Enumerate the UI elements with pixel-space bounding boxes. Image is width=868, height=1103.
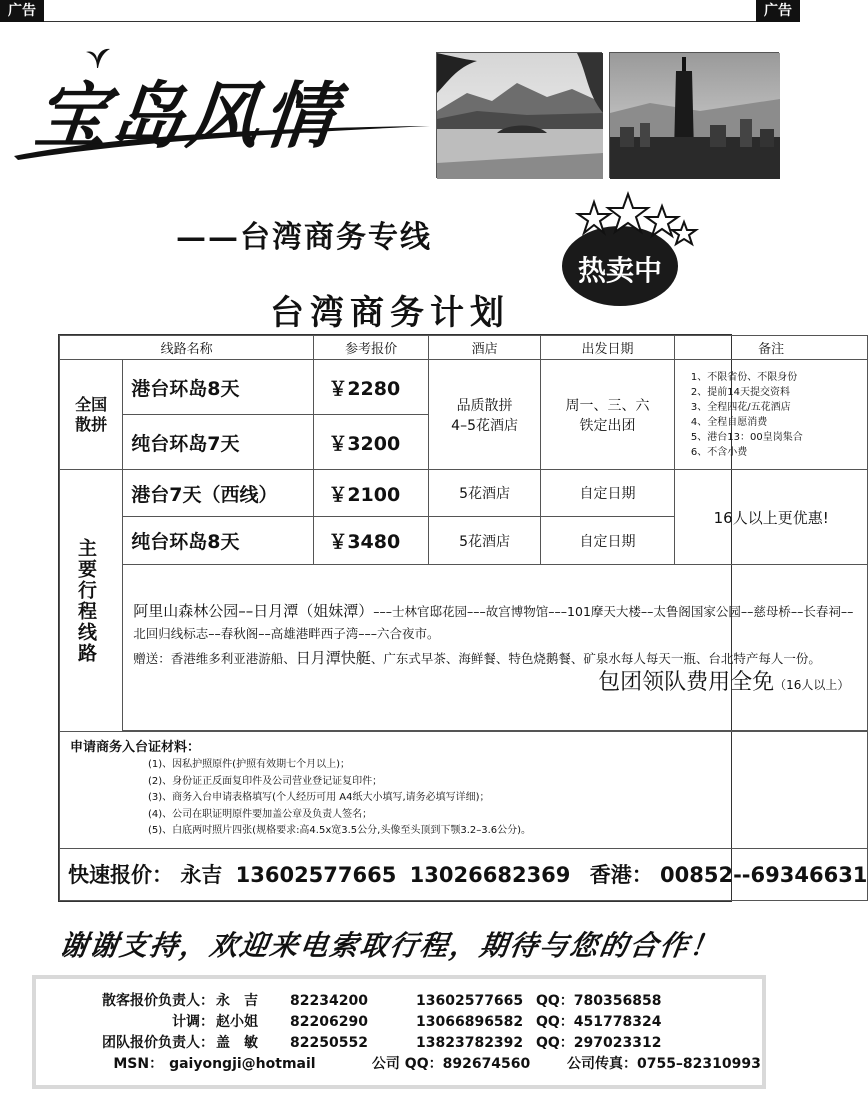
company-fax: 公司传真：0755–82310993 bbox=[566, 1056, 761, 1072]
materials-list bbox=[70, 757, 857, 840]
gift-text: 赠送：香港维多利亚港游船、日月潭快艇、广东式早茶、海鲜餐、特色烧鹅餐、矿泉水每人每天一瓶、台北特产每人一份。 bbox=[133, 648, 821, 667]
table-header-row bbox=[60, 336, 868, 360]
materials-row bbox=[60, 732, 868, 849]
main-routes-label: 主要行程线路 bbox=[60, 470, 123, 732]
note-item: 6、不含小费 bbox=[690, 446, 748, 458]
national-hotel: 品质散拼 4–5花酒店 bbox=[428, 360, 540, 470]
company-qq: 公司 QQ：892674560 bbox=[371, 1056, 531, 1072]
leader-note: （16人以上） bbox=[774, 677, 850, 692]
contact-tel: 82234200 bbox=[290, 993, 368, 1009]
contact-label: 计调： bbox=[172, 1014, 214, 1030]
contact-row bbox=[48, 1012, 762, 1033]
contact-name: 盖 敏 bbox=[216, 1035, 258, 1051]
note-item: 2、提前14天提交资料 bbox=[690, 386, 791, 398]
quick-quote-phone1: 13602577665 bbox=[235, 863, 397, 887]
itinerary-row bbox=[60, 565, 868, 731]
route-name: 港台7天（西线） bbox=[123, 470, 314, 517]
route-price: ￥2100 bbox=[314, 470, 429, 517]
contact-name: 赵小姐 bbox=[216, 1014, 258, 1030]
contact-box bbox=[32, 975, 766, 1089]
thanks-slogan: 谢谢支持，欢迎来电索取行程，期待与您的合作！ bbox=[57, 929, 723, 962]
list-item: (3)、商务入台申请表格填写(个人经历可用 A4纸大小填写,请务必填写详细)； bbox=[148, 792, 490, 803]
star-icon bbox=[672, 222, 696, 244]
route-name: 纯台环岛7天 bbox=[123, 415, 314, 470]
table-row bbox=[60, 470, 868, 517]
list-item: (1)、因私护照原件(护照有效期七个月以上)； bbox=[148, 759, 350, 770]
ad-label-right: 广告 bbox=[756, 0, 800, 22]
contact-label: 散客报价负责人： bbox=[102, 993, 214, 1009]
route-price: ￥2280 bbox=[314, 360, 429, 415]
contact-qq: QQ：451778324 bbox=[536, 1014, 662, 1030]
route-hotel: 5花酒店 bbox=[428, 470, 540, 517]
contact-label: 团队报价负责人： bbox=[102, 1035, 214, 1051]
note-item: 5、港台13：00皇岗集合 bbox=[690, 431, 803, 443]
header-price: 参考报价 bbox=[314, 336, 429, 360]
leader-free-line bbox=[133, 669, 857, 696]
lake-photo bbox=[436, 52, 602, 178]
note-item: 3、全程四花/五花酒店 bbox=[690, 401, 791, 413]
route-price: ￥3480 bbox=[314, 517, 429, 565]
quick-quote-phone2: 13026682369 bbox=[409, 863, 571, 887]
contact-row bbox=[48, 991, 762, 1012]
materials-cell bbox=[60, 732, 868, 849]
header-notes: 备注 bbox=[674, 336, 868, 360]
contact-mobile: 13823782392 bbox=[416, 1035, 524, 1051]
brand-swoosh-icon bbox=[12, 120, 432, 160]
header-hotel: 酒店 bbox=[428, 336, 540, 360]
brand-subtitle: ——台湾商务专线 bbox=[176, 220, 432, 255]
route-name: 纯台环岛8天 bbox=[123, 517, 314, 565]
business-plan-table bbox=[58, 334, 868, 902]
contact-tel: 82250552 bbox=[290, 1035, 368, 1051]
contact-row bbox=[48, 1033, 762, 1054]
route-depart: 自定日期 bbox=[541, 517, 675, 565]
itinerary-cell bbox=[123, 565, 868, 731]
quick-quote-label: 快速报价： bbox=[68, 863, 173, 887]
itinerary-text: –––士林官邸花园–––故宫博物馆–––101摩天大楼––太鲁阁国家公园––慈母桥––长春祠––北回归线标志––春秋阁––高雄港畔西子湾–––六合夜市。 bbox=[133, 603, 854, 641]
note-item: 4、全程自愿消费 bbox=[690, 416, 768, 428]
list-item: (4)、公司在职证明原件要加盖公章及负责人签名； bbox=[148, 808, 373, 820]
national-depart: 周一、三、六 铁定出团 bbox=[541, 360, 675, 470]
national-notes bbox=[674, 360, 868, 470]
ad-label-left: 广告 bbox=[0, 0, 44, 22]
itinerary-highlight: 阿里山森林公园––日月潭（姐妹潭） bbox=[133, 601, 374, 620]
plan-title: 台湾商务计划 bbox=[270, 293, 510, 333]
contact-mobile: 13602577665 bbox=[416, 993, 524, 1009]
contact-tel: 82206290 bbox=[290, 1014, 368, 1030]
leader-free: 包团领队费用全免 bbox=[598, 669, 775, 695]
materials-title: 申请商务入台证材料： bbox=[70, 740, 201, 755]
brand-title: 宝岛风情 bbox=[30, 73, 344, 158]
quick-quote-row bbox=[60, 848, 868, 900]
discount-note: 16人以上更优惠! bbox=[674, 470, 868, 565]
contact-qq: QQ：780356858 bbox=[536, 993, 662, 1009]
list-item: (5)、白底两吋照片四张(规格要求:高4.5x宽3.5公分,头像至头顶到下颚3.2–3.6公分)。 bbox=[148, 825, 532, 836]
header-depart: 出发日期 bbox=[541, 336, 675, 360]
national-group-label: 全国 散拼 bbox=[60, 360, 123, 470]
contact-mobile: 13066896582 bbox=[416, 1014, 524, 1030]
route-price: ￥3200 bbox=[314, 415, 429, 470]
contact-name: 永 吉 bbox=[216, 993, 258, 1009]
hot-sale-badge bbox=[558, 192, 698, 312]
msn-value: gaiyongji@hotmail bbox=[169, 1056, 316, 1072]
quick-quote-hk-phone: 00852--69346631 bbox=[660, 863, 868, 887]
table-row bbox=[60, 360, 868, 415]
top-border bbox=[44, 21, 756, 22]
msn-label: MSN： bbox=[113, 1056, 164, 1072]
msn-row bbox=[48, 1054, 762, 1075]
list-item: (2)、身份证正反面复印件及公司营业登记证复印件； bbox=[148, 775, 383, 787]
quick-quote-hk-label: 香港： bbox=[589, 863, 653, 887]
route-depart: 自定日期 bbox=[541, 470, 675, 517]
header-route: 线路名称 bbox=[60, 336, 314, 360]
route-hotel: 5花酒店 bbox=[428, 517, 540, 565]
quick-quote-cell bbox=[60, 848, 868, 900]
quick-quote-name: 永吉 bbox=[180, 863, 223, 887]
contact-qq: QQ：297023312 bbox=[536, 1035, 662, 1051]
route-name: 港台环岛8天 bbox=[123, 360, 314, 415]
note-item: 1、不限省份、不限身份 bbox=[690, 371, 798, 383]
badge-text: 热卖中 bbox=[577, 254, 663, 287]
taipei-101-photo bbox=[609, 52, 779, 178]
